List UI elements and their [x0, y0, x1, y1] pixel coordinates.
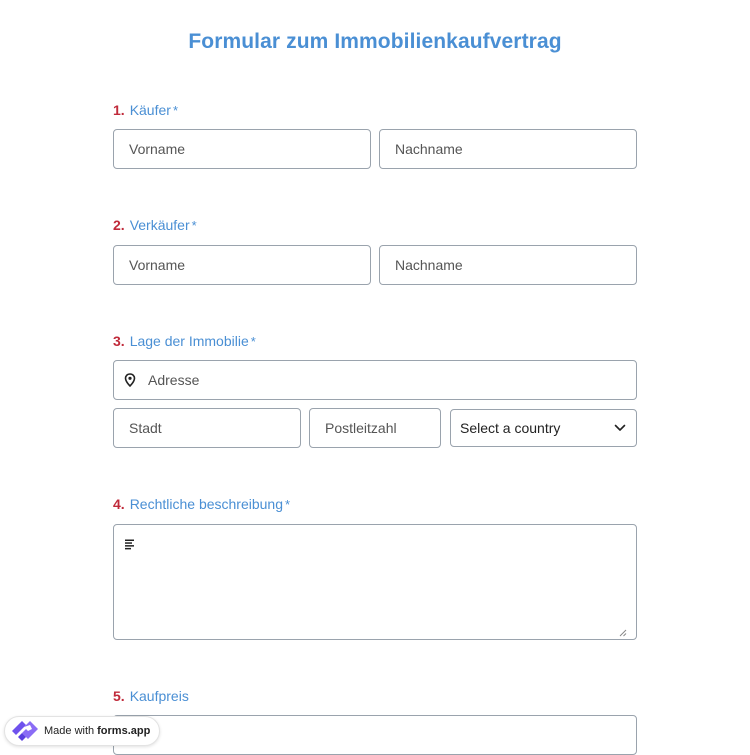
question-2-label: [113, 217, 197, 233]
form-title: Formular zum Immobilienkaufvertrag: [188, 30, 562, 53]
badge-prefix: Made with: [44, 725, 95, 737]
question-5-label: [113, 688, 189, 704]
placeholder: Postleitzahl: [325, 420, 397, 436]
badge-brand: forms.app: [97, 725, 151, 737]
zip-code-input[interactable]: [309, 408, 441, 448]
question-3-label: [113, 333, 256, 349]
purchase-price-input[interactable]: [113, 715, 637, 755]
placeholder: Vorname: [129, 141, 186, 157]
forms-app-logo-icon: [10, 719, 40, 743]
placeholder: Adresse: [148, 372, 200, 388]
question-number: 4.: [113, 496, 125, 512]
country-selected-value: Select a country: [460, 420, 561, 436]
resize-handle-icon[interactable]: [619, 624, 627, 632]
location-pin-icon: [124, 373, 136, 387]
question-title: Verkäufer: [129, 217, 190, 233]
chevron-down-icon: [614, 424, 626, 432]
placeholder: Nachname: [395, 141, 463, 157]
city-input[interactable]: [113, 408, 301, 448]
buyer-last-name-input[interactable]: [379, 129, 637, 169]
question-number: 3.: [113, 333, 125, 349]
legal-description-textarea[interactable]: [113, 524, 637, 640]
address-input[interactable]: [113, 360, 637, 400]
placeholder: Stadt: [129, 420, 162, 436]
question-number: 5.: [113, 688, 125, 704]
question-4-label: [113, 496, 290, 512]
question-title: Lage der Immobilie: [129, 333, 249, 349]
required-mark: *: [250, 334, 256, 349]
placeholder: Nachname: [395, 257, 463, 273]
required-mark: *: [191, 218, 197, 233]
made-with-badge[interactable]: [4, 716, 160, 746]
seller-first-name-input[interactable]: [113, 245, 371, 285]
country-select[interactable]: [450, 409, 637, 447]
question-title: Rechtliche beschreibung: [129, 496, 284, 512]
question-title: Käufer: [129, 102, 171, 118]
placeholder: Vorname: [129, 257, 186, 273]
question-number: 1.: [113, 102, 125, 118]
question-title: Kaufpreis: [129, 688, 189, 704]
required-mark: *: [172, 103, 178, 118]
question-number: 2.: [113, 217, 125, 233]
question-1-label: [113, 102, 178, 118]
required-mark: *: [285, 497, 291, 512]
seller-last-name-input[interactable]: [379, 245, 637, 285]
text-lines-icon: [124, 538, 136, 550]
buyer-first-name-input[interactable]: [113, 129, 371, 169]
